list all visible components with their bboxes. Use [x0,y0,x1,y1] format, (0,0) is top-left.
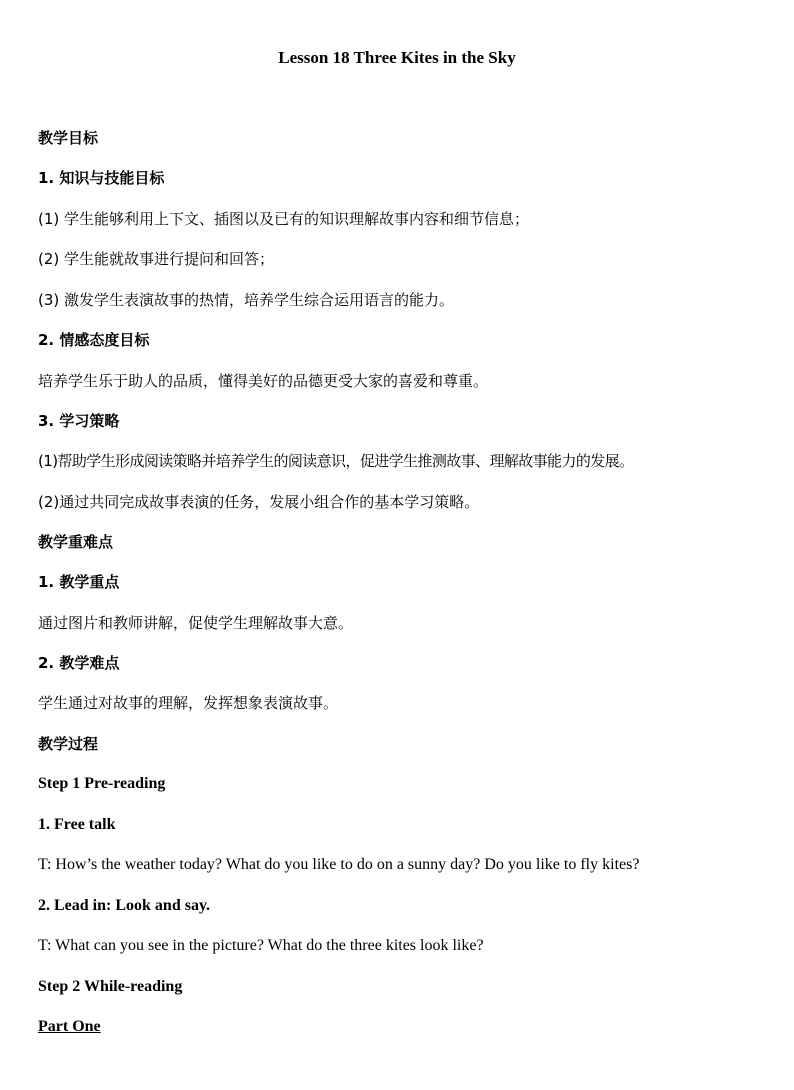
step-1-heading: Step 1 Pre-reading [38,775,166,792]
objective-item-3: (3) 激发学生表演故事的热情，培养学生综合运用语言的能力。 [38,291,455,309]
heading-key-difficult-points: 教学重难点 [38,533,114,551]
heading-teaching-objectives: 教学目标 [38,129,99,147]
step-2-heading: Step 2 While-reading [38,978,183,995]
strategy-item-1: (1)帮助学生形成阅读策略并培养学生的阅读意识，促进学生推测故事、理解故事能力的发展。 [38,452,634,470]
difficult-point-text: 学生通过对故事的理解，发挥想象表演故事。 [38,694,339,712]
free-talk-text: T: How’s the weather today? What do you like to do on a sunny day? Do you like to fly kites? [38,856,640,873]
heading-teaching-process: 教学过程 [38,735,99,753]
subheading-knowledge-skills: 1. 知识与技能目标 [38,169,165,187]
subheading-key-point: 1. 教学重点 [38,573,120,591]
lead-in-heading: 2. Lead in: Look and say. [38,897,211,914]
subheading-emotion-attitude: 2. 情感态度目标 [38,331,150,349]
subheading-learning-strategy: 3. 学习策略 [38,412,120,430]
objective-item-1: (1) 学生能够利用上下文、插图以及已有的知识理解故事内容和细节信息； [38,210,530,228]
objective-item-2: (2) 学生能就故事进行提问和回答； [38,250,275,268]
free-talk-heading: 1. Free talk [38,816,116,833]
part-one-heading: Part One [38,1018,101,1035]
emotion-text: 培养学生乐于助人的品质，懂得美好的品德更受大家的喜爱和尊重。 [38,372,489,390]
lead-in-text: T: What can you see in the picture? What do the three kites look like? [38,937,484,954]
strategy-item-2: (2)通过共同完成故事表演的任务，发展小组合作的基本学习策略。 [38,493,480,511]
subheading-difficult-point: 2. 教学难点 [38,654,120,672]
key-point-text: 通过图片和教师讲解，促使学生理解故事大意。 [38,614,354,632]
document-title: Lesson 18 Three Kites in the Sky [278,48,516,67]
